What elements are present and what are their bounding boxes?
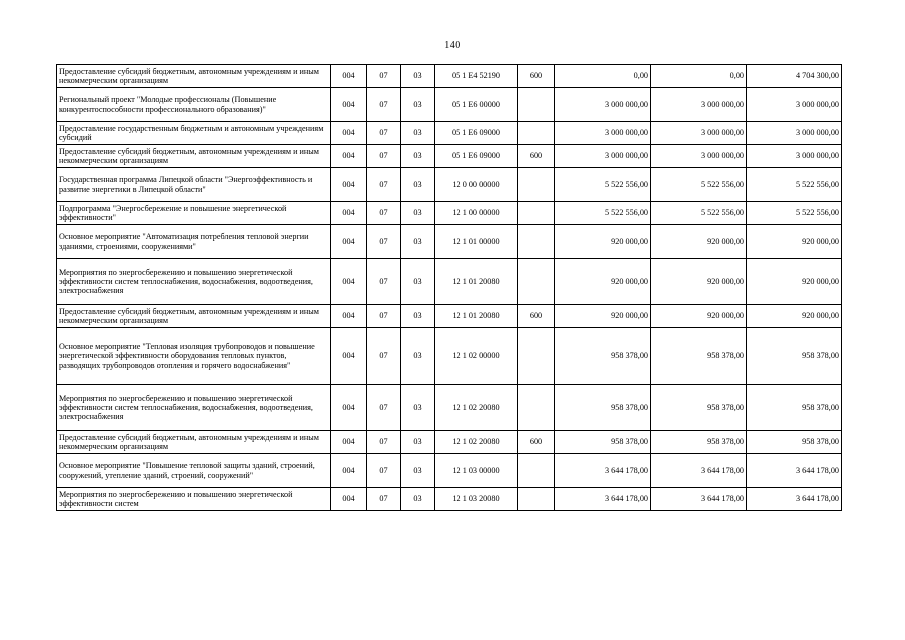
cell-amount-1: 920 000,00 (555, 225, 651, 259)
cell-expense-type: 600 (518, 65, 555, 88)
cell-target-article: 05 1 E6 00000 (435, 88, 518, 122)
cell-amount-2: 920 000,00 (651, 259, 747, 305)
cell-amount-2: 920 000,00 (651, 225, 747, 259)
page-number: 140 (444, 40, 461, 51)
table-row (57, 168, 842, 202)
cell-amount-2: 5 522 556,00 (651, 168, 747, 202)
cell-section: 07 (367, 202, 401, 225)
cell-name: Основное мероприятие "Автоматизация потребления тепловой энергии зданиями, строениями, сооружениями" (57, 225, 331, 259)
cell-grbs: 004 (331, 88, 367, 122)
cell-expense-type (518, 328, 555, 385)
cell-section: 07 (367, 88, 401, 122)
cell-expense-type (518, 168, 555, 202)
cell-target-article: 12 1 02 00000 (435, 328, 518, 385)
cell-target-article: 05 1 E6 09000 (435, 122, 518, 145)
cell-expense-type (518, 454, 555, 488)
cell-subsection: 03 (401, 259, 435, 305)
cell-name: Мероприятия по энергосбережению и повышению энергетической эффективности систем (57, 488, 331, 511)
cell-amount-2: 5 522 556,00 (651, 202, 747, 225)
cell-target-article: 05 1 E4 52190 (435, 65, 518, 88)
cell-section: 07 (367, 122, 401, 145)
cell-expense-type (518, 202, 555, 225)
cell-amount-1: 3 644 178,00 (555, 454, 651, 488)
cell-amount-2: 3 000 000,00 (651, 122, 747, 145)
cell-grbs: 004 (331, 385, 367, 431)
cell-amount-1: 958 378,00 (555, 431, 651, 454)
cell-section: 07 (367, 168, 401, 202)
cell-name: Основное мероприятие "Повышение тепловой защиты зданий, строений, сооружений, утепление зданий, строений, сооружений" (57, 454, 331, 488)
cell-amount-1: 920 000,00 (555, 305, 651, 328)
cell-amount-3: 958 378,00 (747, 328, 842, 385)
cell-amount-1: 3 000 000,00 (555, 145, 651, 168)
cell-grbs: 004 (331, 259, 367, 305)
cell-amount-3: 958 378,00 (747, 431, 842, 454)
cell-name: Подпрограмма "Энергосбережение и повышение энергетической эффективности" (57, 202, 331, 225)
cell-grbs: 004 (331, 122, 367, 145)
cell-name: Предоставление субсидий бюджетным, автономным учреждениям и иным некоммерческим организациям (57, 145, 331, 168)
cell-name: Мероприятия по энергосбережению и повышению энергетической эффективности систем теплоснабжения, водоснабжения, водоотведения, электроснабжения (57, 259, 331, 305)
table-row (57, 454, 842, 488)
cell-section: 07 (367, 145, 401, 168)
cell-amount-3: 958 378,00 (747, 385, 842, 431)
cell-amount-3: 3 000 000,00 (747, 145, 842, 168)
cell-amount-3: 3 000 000,00 (747, 122, 842, 145)
cell-target-article: 12 1 01 00000 (435, 225, 518, 259)
cell-grbs: 004 (331, 328, 367, 385)
cell-amount-3: 5 522 556,00 (747, 202, 842, 225)
cell-target-article: 12 0 00 00000 (435, 168, 518, 202)
cell-name: Основное мероприятие "Тепловая изоляция трубопроводов и повышение энергетической эффективности оборудования тепловых пунктов, разводящих трубопроводов отопления и горячего водоснабжения" (57, 328, 331, 385)
cell-name: Предоставление государственным бюджетным и автономным учреждениям субсидий (57, 122, 331, 145)
table-row (57, 88, 842, 122)
cell-target-article: 12 1 01 20080 (435, 305, 518, 328)
cell-target-article: 12 1 03 20080 (435, 488, 518, 511)
table-row (57, 122, 842, 145)
cell-subsection: 03 (401, 202, 435, 225)
cell-expense-type: 600 (518, 145, 555, 168)
cell-amount-1: 3 000 000,00 (555, 122, 651, 145)
cell-amount-2: 3 644 178,00 (651, 488, 747, 511)
cell-expense-type (518, 88, 555, 122)
cell-amount-3: 4 704 300,00 (747, 65, 842, 88)
cell-amount-3: 5 522 556,00 (747, 168, 842, 202)
cell-target-article: 12 1 03 00000 (435, 454, 518, 488)
cell-expense-type (518, 122, 555, 145)
cell-section: 07 (367, 431, 401, 454)
cell-expense-type (518, 225, 555, 259)
cell-amount-3: 920 000,00 (747, 259, 842, 305)
cell-amount-1: 5 522 556,00 (555, 202, 651, 225)
cell-expense-type: 600 (518, 431, 555, 454)
cell-grbs: 004 (331, 431, 367, 454)
cell-section: 07 (367, 65, 401, 88)
cell-target-article: 12 1 00 00000 (435, 202, 518, 225)
cell-target-article: 05 1 E6 09000 (435, 145, 518, 168)
table-row (57, 328, 842, 385)
cell-section: 07 (367, 259, 401, 305)
cell-grbs: 004 (331, 145, 367, 168)
table-row (57, 431, 842, 454)
cell-grbs: 004 (331, 225, 367, 259)
cell-expense-type (518, 488, 555, 511)
cell-expense-type (518, 259, 555, 305)
table-row (57, 385, 842, 431)
cell-name: Предоставление субсидий бюджетным, автономным учреждениям и иным некоммерческим организациям (57, 305, 331, 328)
cell-subsection: 03 (401, 454, 435, 488)
table-row (57, 488, 842, 511)
cell-section: 07 (367, 305, 401, 328)
table-row (57, 225, 842, 259)
cell-amount-2: 0,00 (651, 65, 747, 88)
cell-section: 07 (367, 385, 401, 431)
cell-amount-3: 3 644 178,00 (747, 488, 842, 511)
cell-amount-3: 920 000,00 (747, 225, 842, 259)
cell-grbs: 004 (331, 202, 367, 225)
cell-amount-1: 958 378,00 (555, 385, 651, 431)
cell-subsection: 03 (401, 328, 435, 385)
cell-target-article: 12 1 02 20080 (435, 431, 518, 454)
cell-amount-1: 5 522 556,00 (555, 168, 651, 202)
table-row (57, 259, 842, 305)
cell-name: Региональный проект "Молодые профессионалы (Повышение конкурентоспособности профессионального образования)" (57, 88, 331, 122)
table-row (57, 305, 842, 328)
cell-amount-2: 958 378,00 (651, 385, 747, 431)
cell-amount-2: 958 378,00 (651, 328, 747, 385)
cell-expense-type: 600 (518, 305, 555, 328)
cell-section: 07 (367, 488, 401, 511)
cell-amount-1: 3 644 178,00 (555, 488, 651, 511)
cell-section: 07 (367, 225, 401, 259)
cell-amount-1: 920 000,00 (555, 259, 651, 305)
table-row (57, 65, 842, 88)
cell-subsection: 03 (401, 305, 435, 328)
cell-section: 07 (367, 328, 401, 385)
cell-amount-2: 3 644 178,00 (651, 454, 747, 488)
cell-amount-3: 920 000,00 (747, 305, 842, 328)
cell-amount-1: 3 000 000,00 (555, 88, 651, 122)
cell-amount-3: 3 644 178,00 (747, 454, 842, 488)
table-body (57, 65, 842, 511)
cell-amount-1: 0,00 (555, 65, 651, 88)
cell-name: Предоставление субсидий бюджетным, автономным учреждениям и иным некоммерческим организациям (57, 431, 331, 454)
cell-subsection: 03 (401, 65, 435, 88)
cell-amount-2: 3 000 000,00 (651, 145, 747, 168)
cell-amount-3: 3 000 000,00 (747, 88, 842, 122)
cell-subsection: 03 (401, 168, 435, 202)
cell-target-article: 12 1 02 20080 (435, 385, 518, 431)
cell-subsection: 03 (401, 145, 435, 168)
cell-amount-2: 3 000 000,00 (651, 88, 747, 122)
cell-section: 07 (367, 454, 401, 488)
cell-name: Мероприятия по энергосбережению и повышению энергетической эффективности систем теплоснабжения, водоснабжения, водоотведения, электроснабжения (57, 385, 331, 431)
cell-target-article: 12 1 01 20080 (435, 259, 518, 305)
cell-grbs: 004 (331, 168, 367, 202)
cell-subsection: 03 (401, 225, 435, 259)
cell-subsection: 03 (401, 488, 435, 511)
cell-grbs: 004 (331, 305, 367, 328)
table-row (57, 145, 842, 168)
table-row (57, 202, 842, 225)
cell-amount-1: 958 378,00 (555, 328, 651, 385)
cell-name: Государственная программа Липецкой области "Энергоэффективность и развитие энергетики в Липецкой области" (57, 168, 331, 202)
cell-grbs: 004 (331, 65, 367, 88)
cell-amount-2: 958 378,00 (651, 431, 747, 454)
cell-subsection: 03 (401, 88, 435, 122)
cell-expense-type (518, 385, 555, 431)
cell-subsection: 03 (401, 431, 435, 454)
cell-subsection: 03 (401, 122, 435, 145)
cell-grbs: 004 (331, 454, 367, 488)
cell-grbs: 004 (331, 488, 367, 511)
cell-amount-2: 920 000,00 (651, 305, 747, 328)
budget-table (56, 64, 842, 511)
cell-subsection: 03 (401, 385, 435, 431)
cell-name: Предоставление субсидий бюджетным, автономным учреждениям и иным некоммерческим организациям (57, 65, 331, 88)
